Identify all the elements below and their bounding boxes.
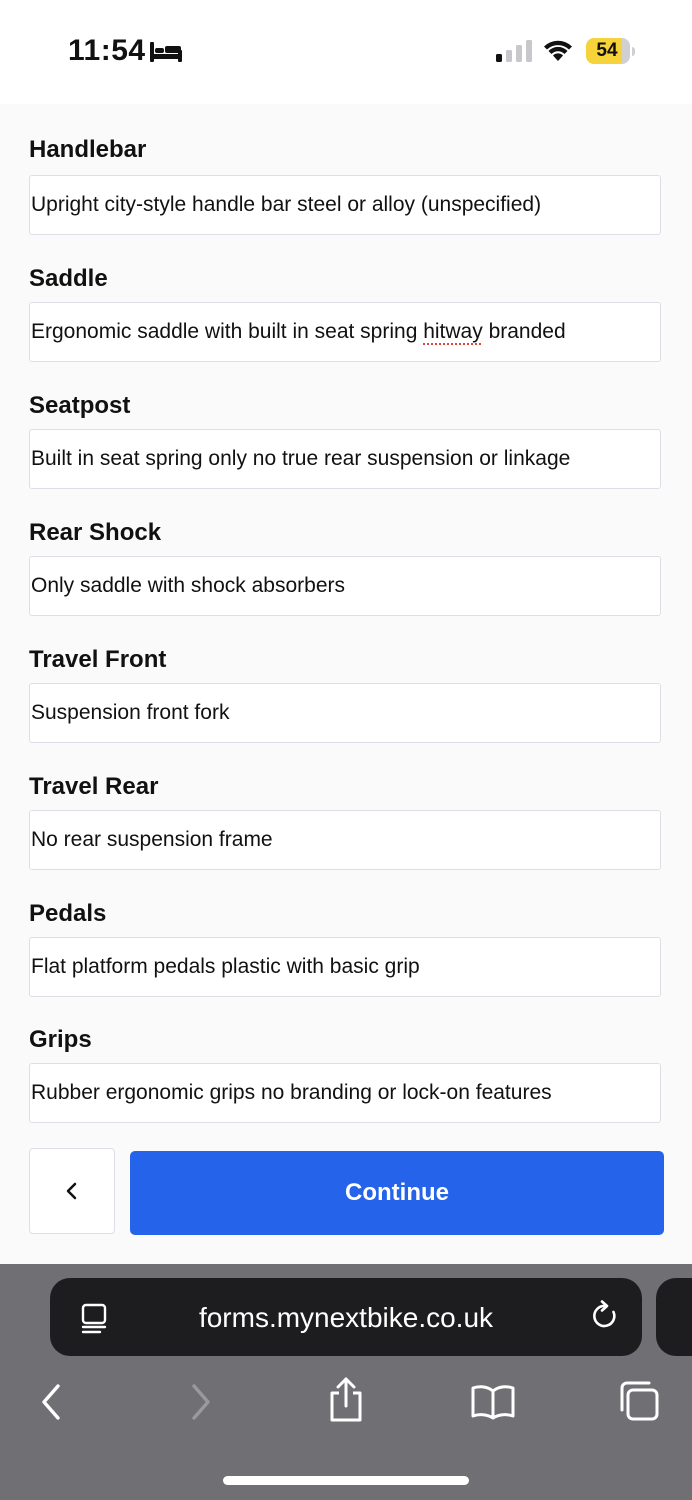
grips-value: Rubber ergonomic grips no branding or lock-on features [31,1081,552,1104]
url-text: forms.mynextbike.co.uk [198,1302,494,1333]
rear-shock-value: Only saddle with shock absorbers [31,574,345,597]
status-bar [0,0,692,104]
pedals-input[interactable] [29,937,661,997]
grips-input[interactable] [29,1063,661,1123]
battery-indicator [586,38,634,64]
forward-icon[interactable] [188,1382,214,1422]
browser-toolbar [0,1264,692,1500]
grips-label: Grips [29,1026,92,1053]
travel-front-input[interactable] [29,683,661,743]
seatpost-label: Seatpost [29,392,131,419]
battery-percent: 54 [596,40,618,61]
saddle-input[interactable] [29,302,661,362]
rear-shock-input[interactable] [29,556,661,616]
pedals-value: Flat platform pedals plastic with basic grip [31,955,420,978]
reload-icon[interactable] [590,1300,620,1332]
chevron-left-icon [64,1182,80,1200]
status-time: 11:54 [68,34,146,67]
travel-rear-input[interactable] [29,810,661,870]
seatpost-input[interactable] [29,429,661,489]
spelling-flagged-word: hitway [423,320,483,343]
handlebar-value: Upright city-style handle bar steel or alloy (unspecified) [31,193,542,216]
travel-front-value: Suspension front fork [31,701,230,724]
next-tab-preview[interactable] [656,1278,692,1356]
travel-front-label: Travel Front [29,646,167,673]
rear-shock-label: Rear Shock [29,519,162,546]
bed-icon [150,40,182,64]
back-icon[interactable] [38,1382,64,1422]
handlebar-input[interactable] [29,175,661,235]
seatpost-value: Built in seat spring only no true rear suspension or linkage [31,447,571,470]
form-content [0,104,692,1264]
cellular-signal-icon [496,40,532,62]
travel-rear-label: Travel Rear [29,773,159,800]
home-indicator [223,1476,469,1485]
saddle-value: Ergonomic saddle with built in seat spring hitway branded [31,320,566,343]
bookmarks-icon[interactable] [470,1384,516,1420]
wifi-icon [542,38,574,62]
saddle-label: Saddle [29,265,108,292]
handlebar-label: Handlebar [29,136,147,163]
tabs-icon[interactable] [618,1380,660,1422]
travel-rear-value: No rear suspension frame [31,828,273,851]
share-icon[interactable] [326,1376,366,1424]
pedals-label: Pedals [29,900,107,927]
continue-button[interactable]: Continue [130,1151,664,1235]
back-button[interactable] [29,1148,115,1234]
address-bar[interactable] [50,1278,642,1356]
